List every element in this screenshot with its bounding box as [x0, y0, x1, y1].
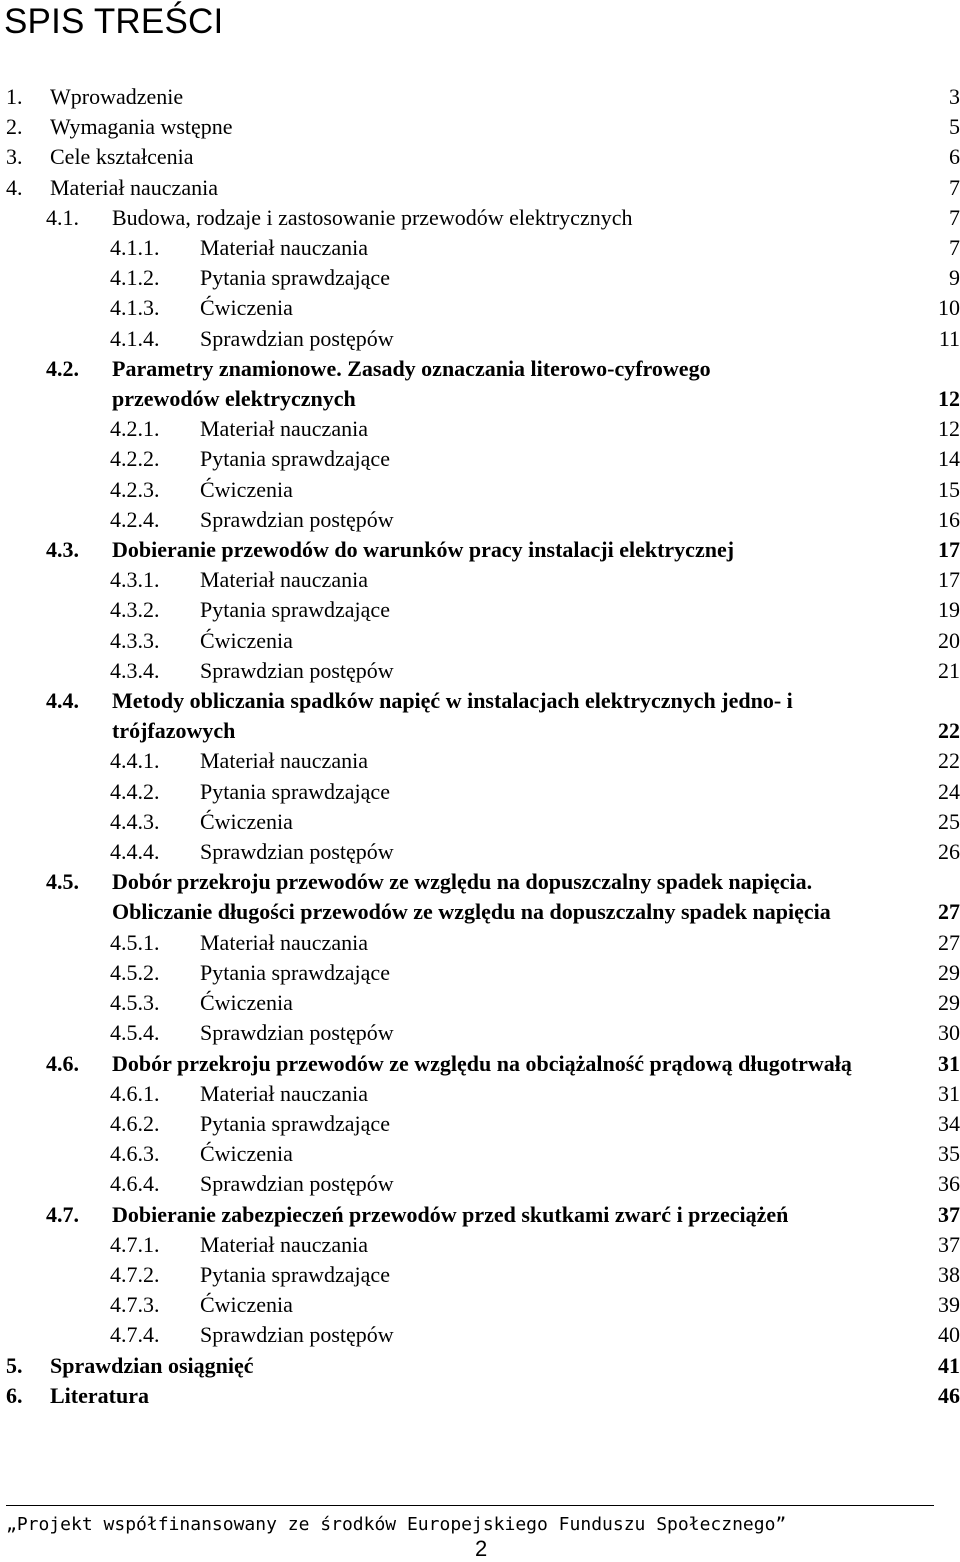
toc-entry — [0, 233, 960, 263]
toc-entry-page: 27 — [938, 929, 960, 955]
toc-entry-page: 21 — [938, 657, 960, 683]
toc-entry-title: Sprawdzian postępów — [200, 657, 394, 683]
toc-entry — [0, 595, 960, 625]
toc-entry-page: 30 — [938, 1020, 960, 1046]
toc-entry-page: 35 — [938, 1141, 960, 1167]
toc-entry — [0, 1260, 960, 1290]
toc-entry-number: 4.4.2. — [110, 778, 160, 804]
toc-entry — [0, 1200, 960, 1230]
toc-entry-title: Sprawdzian postępów — [200, 1171, 394, 1197]
toc-entry-page: 37 — [938, 1231, 960, 1257]
toc-entry — [0, 837, 960, 867]
toc-entry-title: Materiał nauczania — [50, 174, 218, 200]
toc-entry-page: 11 — [938, 325, 960, 351]
toc-entry-title: Budowa, rodzaje i zastosowanie przewodów elektrycznych — [112, 204, 633, 230]
toc-entry — [0, 1381, 960, 1411]
toc-entry-page: 41 — [938, 1352, 960, 1378]
toc-entry-title: Parametry znamionowe. Zasady oznaczania literowo-cyfrowego przewodów elektrycznych — [112, 355, 711, 412]
toc-entry-number: 4.2.3. — [110, 476, 160, 502]
toc-entry-number: 4.5.3. — [110, 990, 160, 1016]
toc-entry-number: 4.3.4. — [110, 657, 160, 683]
toc-entry-number: 4.7.2. — [110, 1261, 160, 1287]
toc-entry — [0, 1049, 960, 1079]
toc-entry-page: 9 — [949, 265, 960, 291]
toc-entry-number: 4.2. — [46, 355, 79, 381]
toc-entry-number: 4.5.4. — [110, 1020, 160, 1046]
toc-entry — [0, 1320, 960, 1350]
toc-entry — [0, 1351, 960, 1381]
toc-entry-number: 4.3.3. — [110, 627, 160, 653]
toc-entry-page: 40 — [938, 1322, 960, 1348]
toc-entry-number: 6. — [6, 1382, 23, 1408]
toc-entry-number: 4.1.2. — [110, 265, 160, 291]
toc-entry-number: 4.4. — [46, 688, 79, 714]
toc-entry — [0, 142, 960, 172]
toc-entry-title: Sprawdzian postępów — [200, 325, 394, 351]
toc-entry-title: Materiał nauczania — [200, 1080, 368, 1106]
toc-entry-number: 4.2.1. — [110, 416, 160, 442]
toc-entry-page: 27 — [938, 899, 960, 925]
toc-entry-title: Dobieranie zabezpieczeń przewodów przed skutkami zwarć i przeciążeń — [112, 1201, 789, 1227]
toc-entry-title: Pytania sprawdzające — [200, 597, 390, 623]
toc-entry-number: 4.3. — [46, 537, 79, 563]
page-title: SPIS TREŚCI — [4, 2, 224, 41]
toc-entry — [0, 807, 960, 837]
toc-entry-number: 4. — [6, 174, 23, 200]
toc-entry-page: 12 — [938, 416, 960, 442]
toc-entry-page: 14 — [938, 446, 960, 472]
toc-entry-page: 39 — [938, 1292, 960, 1318]
toc-entry-page: 17 — [938, 567, 960, 593]
toc-entry — [0, 1169, 960, 1199]
toc-entry — [0, 444, 960, 474]
toc-entry-title: Pytania sprawdzające — [200, 778, 390, 804]
toc-entry — [0, 626, 960, 656]
toc-entry — [0, 173, 960, 203]
toc-entry-number: 2. — [6, 114, 23, 140]
toc-entry — [0, 1230, 960, 1260]
toc-entry-page: 7 — [949, 174, 960, 200]
toc-entry-number: 4.6. — [46, 1050, 79, 1076]
toc-entry — [0, 1109, 960, 1139]
toc-entry-page: 34 — [938, 1110, 960, 1136]
toc-entry-title: Ćwiczenia — [200, 990, 293, 1016]
toc-entry-title: Ćwiczenia — [200, 808, 293, 834]
toc-entry-title: Cele kształcenia — [50, 144, 194, 170]
toc-entry — [0, 475, 960, 505]
toc-entry-page: 29 — [938, 990, 960, 1016]
toc-entry-page: 3 — [949, 84, 960, 109]
toc-entry — [0, 928, 960, 958]
toc-entry-title: Dobieranie przewodów do warunków pracy instalacji elektrycznej — [112, 537, 735, 563]
toc-entry-number: 4.7.1. — [110, 1231, 160, 1257]
toc-entry-title: Materiał nauczania — [200, 748, 368, 774]
toc-entry-title: Sprawdzian postępów — [200, 1020, 394, 1046]
toc-entry-title: Pytania sprawdzające — [200, 265, 390, 291]
toc-entry — [0, 354, 960, 414]
toc-entry-page: 31 — [938, 1080, 960, 1106]
toc-entry-number: 4.2.4. — [110, 506, 160, 532]
toc-entry-number: 4.5. — [46, 869, 79, 895]
toc-entry-number: 4.1. — [46, 204, 79, 230]
toc-entry-page: 16 — [938, 506, 960, 532]
toc-entry-page: 46 — [938, 1382, 960, 1408]
toc-entry-page: 7 — [949, 204, 960, 230]
toc-entry-page: 5 — [949, 114, 960, 140]
toc-entry-page: 10 — [938, 295, 960, 321]
toc-entry-page: 31 — [938, 1050, 960, 1076]
toc-entry-number: 5. — [6, 1352, 23, 1378]
toc-entry-number: 4.1.1. — [110, 235, 160, 261]
footer-text: „Projekt współfinansowany ze środków Europejskiego Funduszu Społecznego” — [6, 1514, 787, 1535]
toc-entry-title: Ćwiczenia — [200, 295, 293, 321]
toc-entry-number: 4.6.2. — [110, 1110, 160, 1136]
toc-entry — [0, 867, 960, 927]
toc-entry-title: Sprawdzian postępów — [200, 1322, 394, 1348]
toc-entry — [0, 1018, 960, 1048]
toc-entry-number: 4.4.3. — [110, 808, 160, 834]
toc-entry-page: 25 — [938, 808, 960, 834]
toc-entry-page: 17 — [938, 537, 960, 563]
toc-entry-title: Literatura — [50, 1382, 149, 1408]
toc-entry-page: 7 — [949, 235, 960, 261]
page-number: 2 — [475, 1536, 488, 1561]
toc-entry — [0, 1290, 960, 1320]
toc-entry-title: Pytania sprawdzające — [200, 446, 390, 472]
toc-entry-title: Pytania sprawdzające — [200, 959, 390, 985]
toc-entry-page: 22 — [938, 718, 960, 744]
toc-entry — [0, 565, 960, 595]
toc-entry — [0, 535, 960, 565]
toc-entry-number: 4.1.3. — [110, 295, 160, 321]
toc-entry — [0, 293, 960, 323]
toc-entry — [0, 82, 960, 112]
toc-entry-page: 20 — [938, 627, 960, 653]
toc-entry — [0, 324, 960, 354]
toc-entry — [0, 1079, 960, 1109]
toc-entry-number: 4.5.2. — [110, 959, 160, 985]
toc-entry-title: Sprawdzian postępów — [200, 839, 394, 865]
toc-entry-title: Materiał nauczania — [200, 929, 368, 955]
toc-entry-page: 37 — [938, 1201, 960, 1227]
toc-entry-number: 4.3.2. — [110, 597, 160, 623]
toc-entry — [0, 112, 960, 142]
toc-entry-number: 4.1.4. — [110, 325, 160, 351]
toc-entry — [0, 686, 960, 746]
toc-entry-title: Ćwiczenia — [200, 627, 293, 653]
toc-entry-page: 19 — [938, 597, 960, 623]
toc-entry-page: 29 — [938, 959, 960, 985]
toc-entry — [0, 203, 960, 233]
toc-entry-title: Ćwiczenia — [200, 1141, 293, 1167]
toc-entry — [0, 263, 960, 293]
toc-entry-page: 24 — [938, 778, 960, 804]
toc-entry-title: Materiał nauczania — [200, 416, 368, 442]
toc-entry-title: Materiał nauczania — [200, 567, 368, 593]
toc-entry — [0, 505, 960, 535]
toc-entry-title: Dobór przekroju przewodów ze względu na obciążalność prądową długotrwałą — [112, 1050, 852, 1076]
toc-entry — [0, 777, 960, 807]
toc-entry — [0, 656, 960, 686]
toc-entry-number: 4.2.2. — [110, 446, 160, 472]
toc-entry-number: 4.6.3. — [110, 1141, 160, 1167]
toc-entry-title: Ćwiczenia — [200, 476, 293, 502]
footer-divider — [6, 1505, 934, 1506]
toc-entry-page: 22 — [938, 748, 960, 774]
toc-entry-number: 4.3.1. — [110, 567, 160, 593]
toc-entry-title: Dobór przekroju przewodów ze względu na dopuszczalny spadek napięcia. Obliczanie długości przewodów ze względu na dopuszczalny spadek napięcia — [112, 869, 831, 925]
toc-entry — [0, 746, 960, 776]
toc-entry-title: Ćwiczenia — [200, 1292, 293, 1318]
toc-entry-title: Wprowadzenie — [50, 84, 184, 109]
toc-entry-number: 4.6.4. — [110, 1171, 160, 1197]
toc-entry-number: 4.6.1. — [110, 1080, 160, 1106]
toc-entry-page: 38 — [938, 1261, 960, 1287]
toc-entry-number: 4.7. — [46, 1201, 79, 1227]
toc-entry-page: 12 — [938, 386, 960, 412]
toc-entry-number: 4.4.1. — [110, 748, 160, 774]
table-of-contents — [0, 82, 960, 1411]
toc-entry-page: 26 — [938, 839, 960, 865]
toc-entry-number: 4.4.4. — [110, 839, 160, 865]
toc-entry-number: 4.7.3. — [110, 1292, 160, 1318]
toc-entry-title: Materiał nauczania — [200, 1231, 368, 1257]
toc-entry-page: 6 — [949, 144, 960, 170]
toc-entry-number: 4.7.4. — [110, 1322, 160, 1348]
toc-entry — [0, 958, 960, 988]
toc-entry — [0, 1139, 960, 1169]
toc-entry — [0, 988, 960, 1018]
toc-entry-title: Sprawdzian postępów — [200, 506, 394, 532]
toc-entry-page: 36 — [938, 1171, 960, 1197]
toc-entry-title: Pytania sprawdzające — [200, 1261, 390, 1287]
toc-entry-number: 3. — [6, 144, 23, 170]
toc-entry-number: 1. — [6, 84, 23, 109]
toc-entry — [0, 414, 960, 444]
toc-entry-number: 4.5.1. — [110, 929, 160, 955]
toc-entry-title: Wymagania wstępne — [50, 114, 233, 140]
toc-entry-title: Pytania sprawdzające — [200, 1110, 390, 1136]
toc-entry-title: Materiał nauczania — [200, 235, 368, 261]
toc-entry-title: Metody obliczania spadków napięć w instalacjach elektrycznych jedno- i trójfazowych — [112, 688, 793, 744]
toc-entry-page: 15 — [938, 476, 960, 502]
toc-entry-title: Sprawdzian osiągnięć — [50, 1352, 254, 1378]
